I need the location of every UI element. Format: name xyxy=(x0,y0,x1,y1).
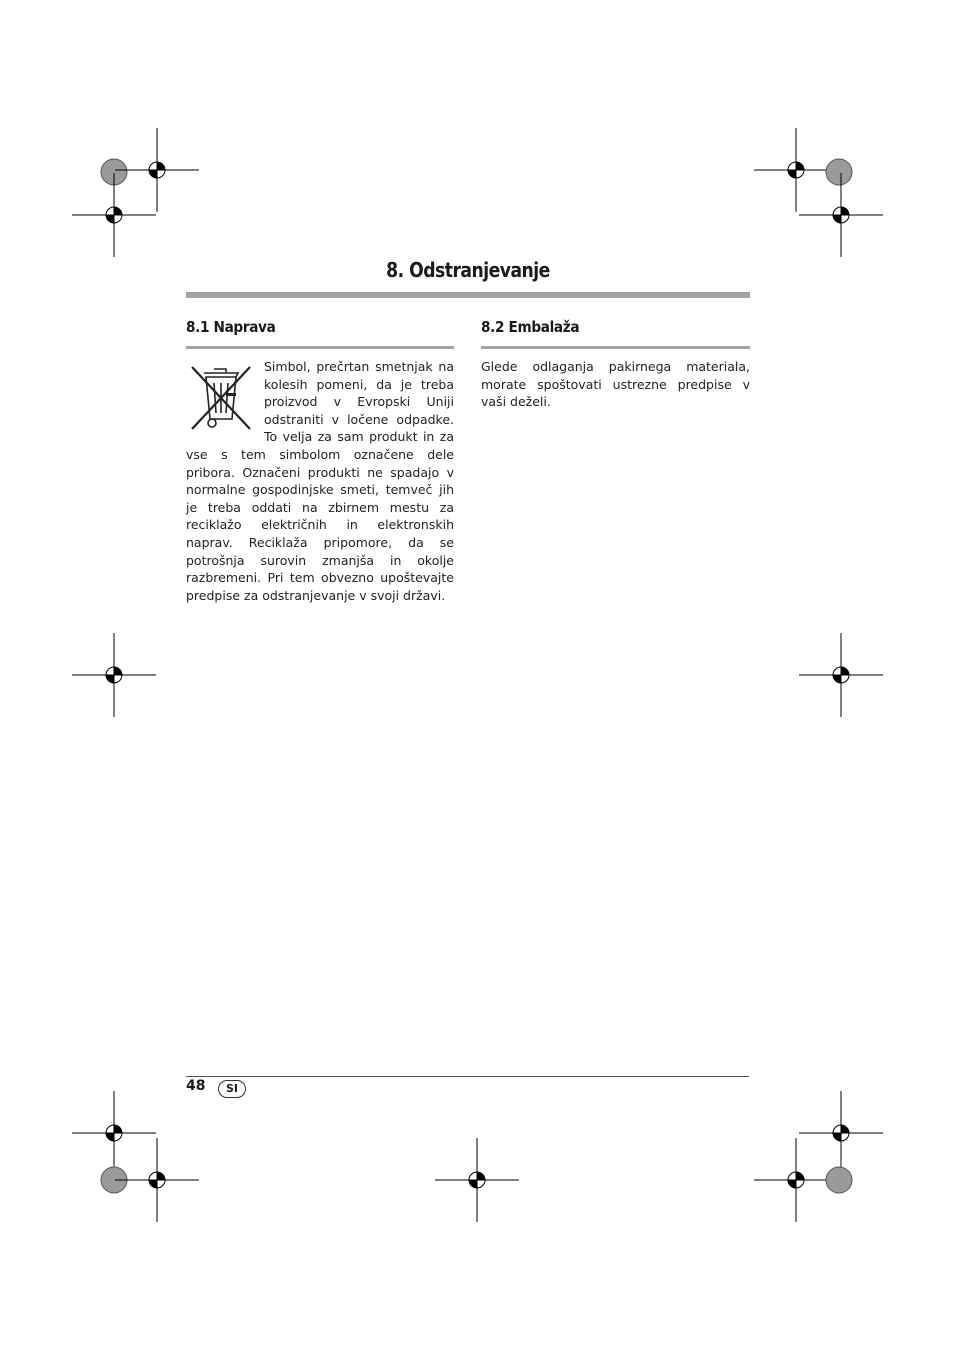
section-divider-device xyxy=(186,346,454,349)
packaging-disposal-text: Glede odlaganja pakirnega materiala, morate spoštovati ustrezne predpise v vaši deželi. xyxy=(481,359,750,410)
section-heading-packaging: 8.2 Embalaža xyxy=(481,318,580,336)
icon-wrap-spacer xyxy=(186,358,264,436)
language-badge: SI xyxy=(218,1080,246,1098)
page-number: 48 xyxy=(186,1078,206,1094)
section-body-device xyxy=(186,358,454,604)
chapter-divider xyxy=(186,292,750,298)
section-divider-packaging xyxy=(481,346,750,349)
footer-divider xyxy=(186,1076,749,1077)
section-body-packaging xyxy=(481,358,750,411)
section-heading-device: 8.1 Naprava xyxy=(186,318,276,336)
device-disposal-text: Simbol, prečrtan smetnjak na kolesih pomeni, da je treba proizvod v Evropski Uniji odstraniti v ločene odpadke. To velja za sam produkt in za vse s tem simbolom označene dele pribora. Označeni produkti ne spadajo v normalne gospodinjske smeti, temveč jih je treba oddati na zbirnem mestu za reciklažo električnih in elektronskih naprav. Reciklaža pripomore, da se potrošnja surovin zmanjša in okolje razbremeni. Pri tem obvezno upoštevajte predpise za odstranjevanje v svoji državi. xyxy=(186,359,454,603)
chapter-title: 8. Odstranjevanje xyxy=(386,258,550,282)
